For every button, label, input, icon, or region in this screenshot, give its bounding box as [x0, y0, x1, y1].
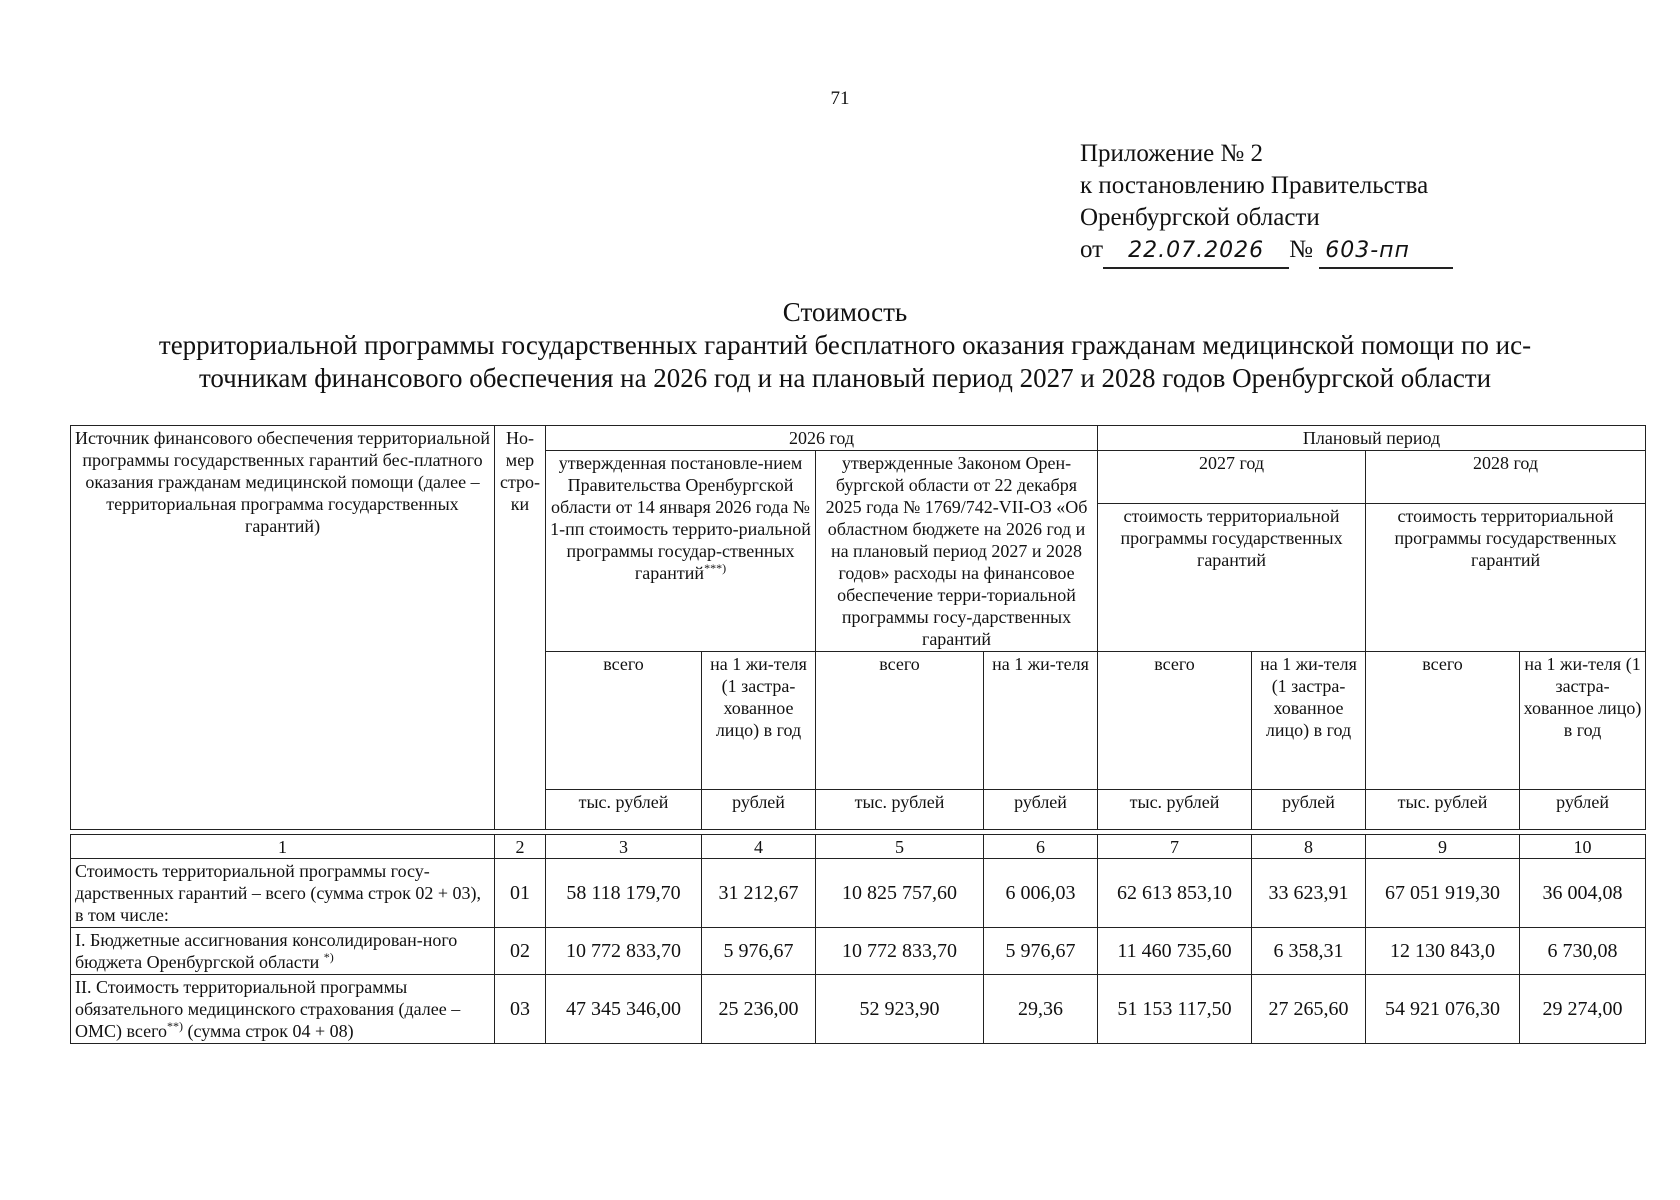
- row-value: 31 212,67: [702, 859, 816, 928]
- appendix-line-2: к постановлению Правительства: [1080, 172, 1429, 199]
- row-value: 11 460 735,60: [1098, 928, 1252, 975]
- row-value: 29,36: [984, 975, 1098, 1044]
- row-value: 33 623,91: [1252, 859, 1366, 928]
- row-label: Стоимость территориальной программы госу-дарственных гарантий – всего (сумма строк 02 + 03), в том числе:: [71, 859, 495, 928]
- document-title: [110, 296, 1580, 395]
- header-total-2028: всего: [1366, 652, 1520, 790]
- cost-table: [70, 425, 1646, 1044]
- column-number: 8: [1252, 835, 1366, 859]
- row-value: 29 274,00: [1520, 975, 1646, 1044]
- column-number: 10: [1520, 835, 1646, 859]
- header-per-capita-2026-gov: на 1 жи-теля (1 застра-хованное лицо) в год: [702, 652, 816, 790]
- header-total-2027: всего: [1098, 652, 1252, 790]
- from-label: от: [1080, 236, 1104, 263]
- header-total-2026-law: всего: [816, 652, 984, 790]
- column-number: 1: [71, 835, 495, 859]
- table-row: [71, 928, 1646, 975]
- column-number: 7: [1098, 835, 1252, 859]
- row-value: 67 051 919,30: [1366, 859, 1520, 928]
- row-value: 10 825 757,60: [816, 859, 984, 928]
- handwritten-number: 603-пп: [1319, 235, 1453, 269]
- unit-cell: рублей: [702, 790, 816, 830]
- appendix-line-3: Оренбургской области: [1080, 204, 1320, 231]
- header-cost-2027: стоимость территориальной программы государственных гарантий: [1098, 504, 1366, 652]
- header-2028: 2028 год: [1366, 451, 1646, 504]
- column-number: 2: [495, 835, 546, 859]
- header-2027: 2027 год: [1098, 451, 1366, 504]
- handwritten-date: 22.07.2026: [1103, 235, 1289, 269]
- row-value: 5 976,67: [702, 928, 816, 975]
- unit-cell: рублей: [1520, 790, 1646, 830]
- title-line-1: территориальной программы государственных гарантий бесплатного оказания гражданам медицинской помощи по ис-: [158, 330, 1532, 360]
- row-value: 6 358,31: [1252, 928, 1366, 975]
- unit-cell: рублей: [1252, 790, 1366, 830]
- row-value: 27 265,60: [1252, 975, 1366, 1044]
- row-value: 58 118 179,70: [546, 859, 702, 928]
- header-per-capita-2028: на 1 жи-теля (1 застра-хованное лицо) в год: [1520, 652, 1646, 790]
- row-value: 10 772 833,70: [546, 928, 702, 975]
- footnote-mark: ***): [704, 561, 727, 575]
- row-value: 6 006,03: [984, 859, 1098, 928]
- appendix-line-4: [1080, 234, 1453, 269]
- header-cost-2028: стоимость территориальной программы государственных гарантий: [1366, 504, 1646, 652]
- row-label: II. Стоимость территориальной программы обязательного медицинского страхования (далее – ОМС) всего**) (сумма строк 04 + 08): [71, 975, 495, 1044]
- column-number: 4: [702, 835, 816, 859]
- row-code: 01: [495, 859, 546, 928]
- header-approved-gov: утвержденная постановле-нием Правительства Оренбургской области от 14 января 2026 года № 1-пп стоимость террито-риальной программы государ-ственных гарантий***): [546, 451, 816, 652]
- unit-cell: рублей: [984, 790, 1098, 830]
- row-value: 12 130 843,0: [1366, 928, 1520, 975]
- header-row-number: Но-мер стро-ки: [495, 426, 546, 830]
- header-source: Источник финансового обеспечения территориальной программы государственных гарантий бес-платного оказания гражданам медицинской помощи (далее – территориальная программа государственных гарантий): [71, 426, 495, 830]
- row-value: 36 004,08: [1520, 859, 1646, 928]
- appendix-block: [1080, 138, 1453, 269]
- header-row-1: [71, 426, 1646, 451]
- unit-cell: тыс. рублей: [816, 790, 984, 830]
- header-total-2026-gov: всего: [546, 652, 702, 790]
- row-value: 62 613 853,10: [1098, 859, 1252, 928]
- column-number: 9: [1366, 835, 1520, 859]
- row-label: I. Бюджетные ассигнования консолидирован-ного бюджета Оренбургской области *): [71, 928, 495, 975]
- title-line-2: точникам финансового обеспечения на 2026 год и на плановый период 2027 и 2028 годов Оренбургской области: [198, 363, 1492, 393]
- column-number-row: [71, 835, 1646, 859]
- column-number: 5: [816, 835, 984, 859]
- row-value: 47 345 346,00: [546, 975, 702, 1044]
- footnote-mark: **): [167, 1019, 184, 1033]
- footnote-mark: *): [323, 950, 334, 964]
- header-2026: 2026 год: [546, 426, 1098, 451]
- row-value: 54 921 076,30: [1366, 975, 1520, 1044]
- row-value: 25 236,00: [702, 975, 816, 1044]
- header-planned-period: Плановый период: [1098, 426, 1646, 451]
- row-value: 6 730,08: [1520, 928, 1646, 975]
- unit-cell: тыс. рублей: [546, 790, 702, 830]
- row-value: 52 923,90: [816, 975, 984, 1044]
- column-number: 6: [984, 835, 1098, 859]
- header-approved-law: утвержденные Законом Орен-бургской области от 22 декабря 2025 года № 1769/742-VII-ОЗ «Об областном бюджете на 2026 год и на плановый период 2027 и 2028 годов» расходы на финансовое обеспечение терри-ториальной программы госу-дарственных гарантий: [816, 451, 1098, 652]
- number-label: №: [1289, 236, 1313, 263]
- unit-cell: тыс. рублей: [1366, 790, 1520, 830]
- table-row: [71, 975, 1646, 1044]
- row-code: 02: [495, 928, 546, 975]
- row-code: 03: [495, 975, 546, 1044]
- column-number: 3: [546, 835, 702, 859]
- unit-cell: тыс. рублей: [1098, 790, 1252, 830]
- row-value: 10 772 833,70: [816, 928, 984, 975]
- title-main: Стоимость: [782, 297, 908, 327]
- appendix-line-1: Приложение № 2: [1080, 140, 1264, 167]
- row-value: 51 153 117,50: [1098, 975, 1252, 1044]
- row-value: 5 976,67: [984, 928, 1098, 975]
- page-number: 71: [830, 88, 850, 109]
- header-per-capita-2027: на 1 жи-теля (1 застра-хованное лицо) в год: [1252, 652, 1366, 790]
- header-per-capita-2026-law: на 1 жи-теля: [984, 652, 1098, 790]
- table-row: [71, 859, 1646, 928]
